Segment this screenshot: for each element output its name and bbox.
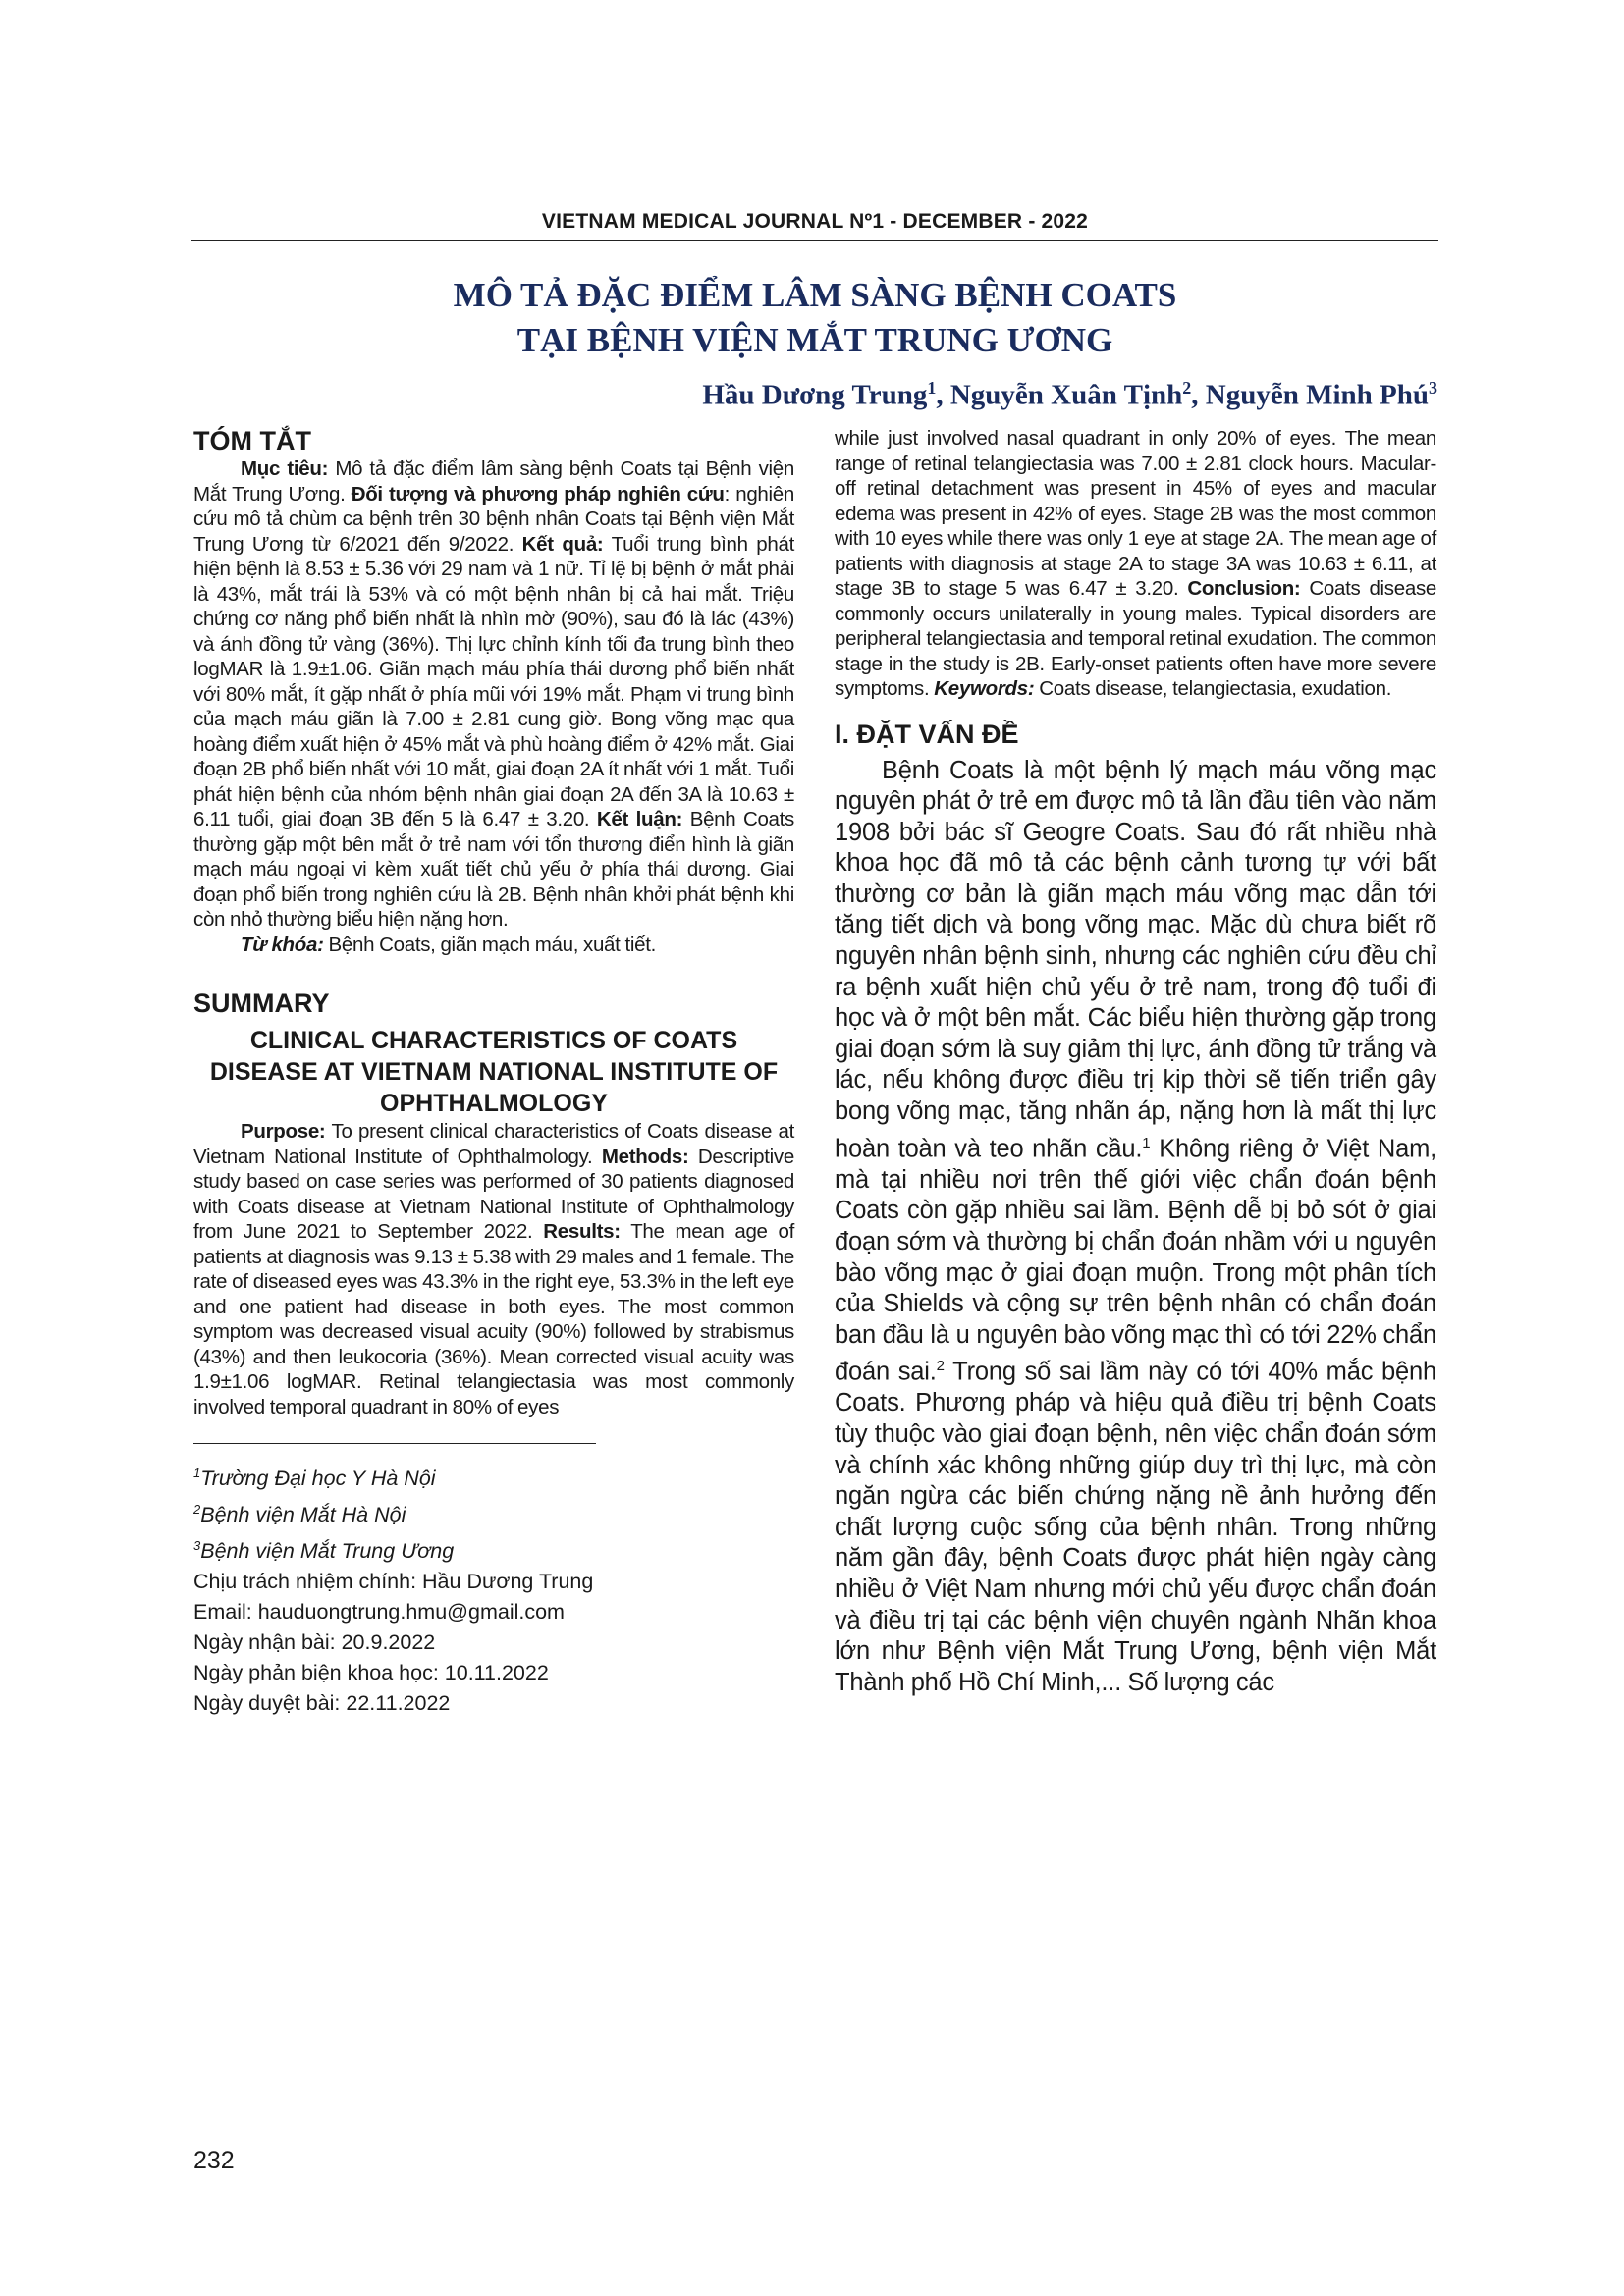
text-results-left: The mean age of patients at diagnosis was 9.13 ± 5.38 with 29 males and 1 female. The rate of diseased eyes was 43.3% in the right eye, 53.3% in the left eye and one patient had disease in both eyes. The most common symptom was decreased visual acuity (90%) followed by strabismus (43%) and then leukocoria (36%). Mean corrected visual acuity was 1.9±1.06 logMAR. Retinal telangiectasia was most commonly involved temporal quadrant in 80% of eyes	[193, 1220, 794, 1418]
vi-keywords	[193, 933, 794, 958]
intro-text-a: Bệnh Coats là một bệnh lý mạch máu võng mạc nguyên phát ở trẻ em được mô tả lần đầu tiên vào năm 1908 bởi bác sĩ Geogre Coats. Sau đó rất nhiều nhà khoa học đã mô tả các bệnh cảnh tương tự với bất thường cơ bản là giãn mạch máu võng mạc dẫn tới tăng tiết dịch và bong võng mạc. Mặc dù chưa biết rõ nguyên nhân bệnh sinh, nhưng các nghiên cứu đều chỉ ra bệnh xuất hiện chủ yếu ở trẻ nam, trong độ tuổi đi học và ở một bên mắt. Các biểu hiện thường gặp trong giai đoạn sớm là suy giảm thị lực, ánh đồng tử trắng và lác, nếu không được điều trị kịp thời sẽ tiến triển gây bong võng mạc, tăng nhãn áp, nặng hơn là mất thị lực hoàn toàn và teo nhãn cầu.	[835, 756, 1436, 1163]
author-list	[702, 378, 1437, 412]
footnote-accepted-date: Ngày duyệt bài: 22.11.2022	[193, 1691, 451, 1716]
introduction-paragraph	[835, 756, 1436, 1699]
article-title	[191, 273, 1438, 363]
vi-abstract-body	[193, 456, 794, 933]
affiliation-text: Bệnh viện Mắt Trung Ương	[200, 1539, 455, 1564]
introduction-heading: I. ĐẶT VẤN ĐỀ	[835, 719, 1019, 749]
text-purpose: To present clinical characteristics of Coats disease at Vietnam National Institute of Ophthalmology.	[193, 1120, 794, 1168]
intro-text-b: Không riêng ở Việt Nam, mà tại nhiều nơi trên thế giới việc chẩn đoán bệnh Coats còn gặp nhiều sai lầm. Bệnh dễ bị bỏ sót ở giai đoạn sớm và thường bị chẩn đoán nhầm với u nguyên bào võng mạc ở giai đoạn muộn. Trong một phân tích của Shields và cộng sự trên bệnh nhân có chẩn đoán ban đầu là u nguyên bào võng mạc thì có tới 22% chẩn đoán sai.	[835, 1135, 1437, 1386]
footnotes	[193, 1458, 794, 1719]
right-column	[835, 426, 1436, 1698]
label-ket-luan: Kết luận:	[596, 808, 683, 830]
summary-title: CLINICAL CHARACTERISTICS OF COATS DISEASE AT VIETNAM NATIONAL INSTITUTE OF OPHTHALMOLOGY	[209, 1027, 779, 1117]
running-header: VIETNAM MEDICAL JOURNAL Nº1 - DECEMBER - 2022	[541, 210, 1089, 233]
text-keywords: Coats disease, telangiectasia, exudation.	[1034, 677, 1392, 700]
intro-text-c: Trong số sai lầm này có tới 40% mắc bệnh Coats. Phương pháp và hiệu quả điều trị bệnh Coats tùy thuộc vào giai đoạn bệnh, nên việc chẩn đoán sớm và chính xác không những giúp duy trì thị lực, mà còn ngăn ngừa các biến chứng nặng nề ảnh hưởng đến chất lượng cuộc sống của bệnh nhân. Trong những năm gần đây, bệnh Coats được phát hiện ngày càng nhiều ở Việt Nam nhưng mới chủ yếu được chẩn đoán và điều trị tại các bệnh viện chuyên ngành Nhãn khoa lớn như Bệnh viện Mắt Trung Ương, bệnh viện Mắt Thành phố Hồ Chí Minh,... Số lượng các	[835, 1358, 1436, 1696]
title-line-1: MÔ TẢ ĐẶC ĐIỂM LÂM SÀNG BỆNH COATS	[453, 276, 1177, 314]
footnote-corresponding: Chịu trách nhiệm chính: Hầu Dương Trung	[193, 1570, 594, 1594]
footnote-rule	[193, 1443, 596, 1444]
author-separator: ,	[1191, 379, 1206, 411]
en-abstract-body-left	[193, 1119, 794, 1419]
footnote-email: Email: hauduongtrung.hmu@gmail.com	[193, 1600, 565, 1625]
label-keywords: Keywords:	[934, 677, 1035, 700]
vi-abstract-heading: TÓM TẮT	[193, 426, 311, 455]
citation-ref: 1	[1142, 1134, 1151, 1151]
text-methods: Descriptive study based on case series was performed of 30 patients diagnosed with Coats disease at Vietnam National Institute of Ophthalmology from June 2021 to September 2022.	[193, 1145, 794, 1243]
label-purpose: Purpose:	[241, 1120, 326, 1143]
author-affiliation-mark: 2	[1182, 378, 1192, 398]
label-conclusion: Conclusion:	[1187, 577, 1301, 600]
label-doi-tuong: Đối tượng và phương pháp nghiên cứu	[351, 482, 725, 506]
text-results-right: while just involved nasal quadrant in only 20% of eyes. The mean range of retinal telangiectasia was 7.00 ± 2.81 clock hours. Macular-off retinal detachment was present in 45% of eyes and macular edema was present in 42% of eyes. Stage 2B was the most common with 10 eyes while there was only 1 eye at stage 2A. The mean age of patients with diagnosis at stage 2A to stage 3A was 10.63 ± 6.11, at stage 3B to stage 5 was 6.47 ± 3.20.	[835, 427, 1436, 600]
label-muc-tieu: Mục tiêu:	[241, 457, 329, 480]
text-conclusion: Coats disease commonly occurs unilaterally in young males. Typical disorders are peripheral telangiectasia and temporal retinal exudation. The common stage in the study is 2B. Early-onset patients often have more severe symptoms.	[835, 577, 1437, 700]
title-line-2: TẠI BỆNH VIỆN MẮT TRUNG ƯƠNG	[516, 321, 1113, 359]
summary-heading: SUMMARY	[193, 988, 330, 1018]
footnote-affiliation: $^3$Bệnh viện Mắt Trung Ương	[193, 1538, 455, 1564]
text-doi-tuong: : nghiên cứu mô tả chùm ca bệnh trên 30 bệnh nhân Coats tại Bệnh viện Mắt Trung Ương từ 6/2021 đến 9/2022.	[193, 482, 794, 556]
author-affiliation-mark: 1	[927, 378, 937, 398]
author-affiliation-mark: 3	[1429, 378, 1437, 398]
citation-ref: 2	[936, 1358, 945, 1375]
header-rule	[191, 240, 1438, 241]
footnote-reviewed-date: Ngày phản biện khoa học: 10.11.2022	[193, 1661, 549, 1685]
footnote-received-date: Ngày nhận bài: 20.9.2022	[193, 1630, 436, 1655]
label-results: Results:	[543, 1220, 621, 1243]
author-separator: ,	[936, 379, 950, 411]
affiliation-text: Trường Đại học Y Hà Nội	[200, 1467, 436, 1491]
footnote-affiliation: $^1$Trường Đại học Y Hà Nội	[193, 1466, 436, 1491]
label-methods: Methods:	[601, 1145, 689, 1168]
text-ket-qua: Tuổi trung bình phát hiện bệnh là 8.53 ± 5.36 với 29 nam và 1 nữ. Tỉ lệ bị bệnh ở mắt phải là 43%, mắt trái là 53% và có một bệnh nhân bị cả hai mắt. Triệu chứng cơ năng phổ biến nhất là nhìn mờ (90%), sau đó là lác (43%) và ánh đồng tử vàng (36%). Thị lực chỉnh kính tối đa trung bình theo logMAR là 1.9±1.06. Giãn mạch máu phía thái dương phổ biến nhất với 80% mắt, ít gặp nhất ở phía mũi với 19% mắt. Phạm vi trung bình của mạch máu giãn là 7.00 ± 2.81 cung giờ. Bong võng mạc qua hoàng điểm xuất hiện ở 45% mắt và phù hoàng điểm ở 42% mắt. Giai đoạn 2B phổ biến nhất với 10 mắt, giai đoạn 2A ít nhất với 1 mắt. Tuổi phát hiện bệnh của nhóm bệnh nhân giai đoạn 2A đến 3A là 10.63 ± 6.11 tuổi, giai đoạn 3B đến 5 là 6.47 ± 3.20.	[193, 532, 794, 830]
label-ket-qua: Kết quả:	[521, 532, 604, 556]
page-number: 232	[193, 2147, 235, 2174]
author-name: Hầu Dương Trung	[702, 379, 928, 411]
en-abstract-body-right	[835, 426, 1436, 702]
affiliation-text: Bệnh viện Mắt Hà Nội	[200, 1503, 406, 1527]
footnote-affiliation: $^2$Bệnh viện Mắt Hà Nội	[193, 1502, 406, 1527]
author-name: Nguyễn Minh Phú	[1205, 379, 1429, 411]
text-tu-khoa: Bệnh Coats, giãn mạch máu, xuất tiết.	[323, 933, 656, 956]
text-ket-luan: Bệnh Coats thường gặp một bên mắt ở trẻ nam với tổn thương điển hình là giãn mạch máu ngoại vi kèm xuất tiết chủ yếu ở phía thái dương. Giai đoạn phổ biến trong nghiên cứu là 2B. Bệnh nhân khởi phát bệnh khi còn nhỏ thường biểu hiện nặng hơn.	[193, 808, 795, 931]
author-name: Nguyễn Xuân Tịnh	[949, 379, 1183, 411]
label-tu-khoa: Từ khóa:	[241, 933, 324, 956]
text-muc-tieu: Mô tả đặc điểm lâm sàng bệnh Coats tại Bệnh viện Mắt Trung Ương.	[193, 457, 794, 506]
left-column	[193, 426, 794, 1719]
